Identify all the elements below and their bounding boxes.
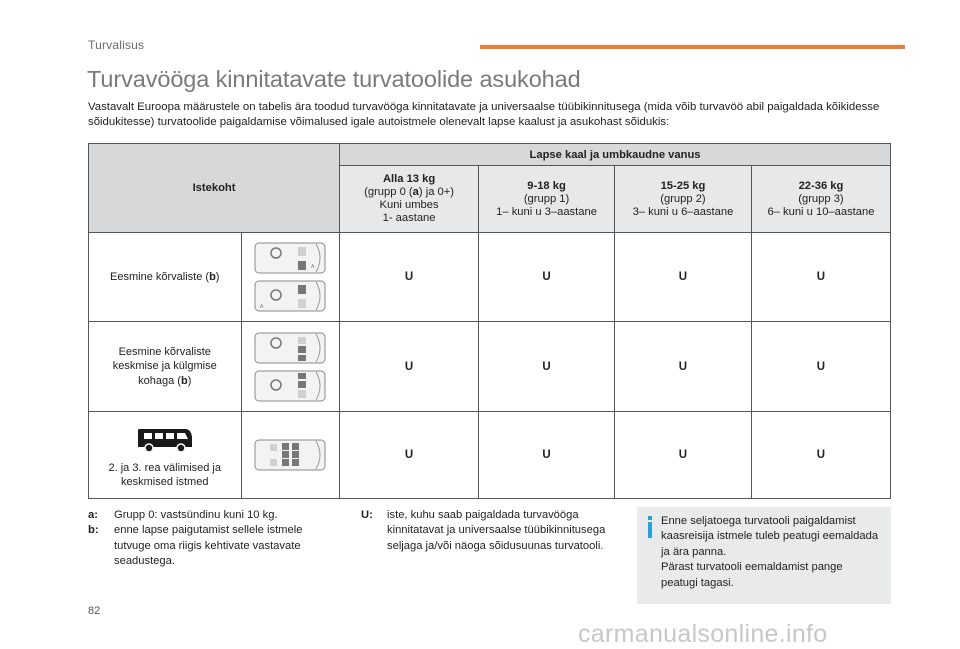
page-number: 82	[88, 605, 101, 617]
group-label: (grupp 2)	[660, 192, 706, 205]
table-cell: U	[479, 233, 615, 322]
column-header-group3	[751, 166, 890, 233]
group-column-header: Lapse kaal ja umbkaudne vanus	[340, 144, 891, 166]
column-header-group2	[614, 166, 751, 233]
info-icon	[646, 516, 654, 540]
footnotes-left	[88, 508, 328, 570]
seat-diagram-cell	[241, 322, 340, 412]
section-label: Turvalisus	[88, 38, 145, 52]
seat-label: Eesmine kõrvaliste keskmise ja külgmise kohaga (b)	[89, 322, 242, 412]
age-label: Kuni umbes	[379, 199, 439, 211]
svg-text:A: A	[260, 304, 264, 310]
page-title: Turvavööga kinnitatavate turvatoolide asukohad	[87, 66, 581, 92]
column-header-group0	[340, 166, 479, 233]
svg-text:A: A	[311, 264, 315, 270]
table-row	[89, 412, 891, 499]
footnotes-middle	[361, 508, 611, 554]
group-label: (grupp 1)	[523, 192, 570, 205]
seat-column-header: Istekoht	[89, 144, 340, 233]
info-text: Pärast turvatooli eemaldamist pange peatugi tagasi.	[661, 561, 843, 589]
table-cell: U	[479, 412, 615, 499]
info-text: Enne seljatoega turvatooli paigaldamist kaasreisija istmele tuleb peatugi eemaldada ja ära panna.	[661, 515, 879, 558]
table-row	[89, 233, 891, 322]
age-label: 3– kuni u 6–aastane	[632, 205, 734, 218]
table-row	[89, 322, 891, 412]
footnote-b: b: enne lapse paigutamist sellele istmele tutvuge oma riigis kehtivate vastavate seadustega.	[88, 524, 303, 568]
table-cell: U	[479, 322, 615, 412]
van-seat-diagram-icon	[254, 331, 326, 365]
table-cell: U	[751, 412, 890, 499]
van-seat-diagram-icon	[254, 369, 326, 403]
watermark: carmanualsonline.info	[578, 620, 828, 648]
age-label: 1- aastane	[382, 212, 436, 224]
group-label: (grupp 3)	[798, 192, 844, 205]
seat-label: 2. ja 3. rea välimised ja keskmised istmed	[89, 412, 242, 499]
column-header-group1	[479, 166, 615, 233]
table-cell: U	[614, 322, 751, 412]
footnote-a: a: Grupp 0: vastsündinu kuni 10 kg.	[88, 509, 278, 521]
seat-diagram-cell	[241, 412, 340, 499]
minibus-icon	[135, 423, 195, 455]
van-seat-diagram-icon	[254, 438, 326, 472]
weight-label: Alla 13 kg	[382, 173, 436, 185]
table-cell: U	[340, 322, 479, 412]
age-label: 6– kuni u 10–aastane	[767, 205, 875, 218]
age-label: 1– kuni u 3–aastane	[496, 205, 597, 218]
van-seat-diagram-icon	[254, 279, 326, 313]
info-box	[637, 507, 891, 604]
table-cell: U	[340, 412, 479, 499]
section-accent-bar	[480, 45, 905, 49]
intro-paragraph: Vastavalt Euroopa määrustele on tabelis ära toodud turvavööga kinnitatavate ja universaalse tüübikinnitusega (mida võib turvavöö abil paigaldada kõikidesse sõidukitesse) turvatoolide paigaldamise võimalused igale autoistmele olenevalt lapse kaalust ja asukohast sõidukis:	[88, 101, 880, 129]
table-cell: U	[751, 233, 890, 322]
table-cell: U	[751, 322, 890, 412]
seat-diagram-cell	[241, 233, 340, 322]
table-cell: U	[340, 233, 479, 322]
weight-label: 22-36 kg	[798, 179, 844, 192]
child-seat-table	[88, 143, 891, 499]
footnote-u: U: iste, kuhu saab paigaldada turvavööga kinnitatavat ja universaalse tüübikinnitusega seljaga ja/või näoga sõidusuunas turvatooli.	[361, 509, 606, 552]
weight-label: 9-18 kg	[527, 179, 566, 192]
table-cell: U	[614, 233, 751, 322]
van-seat-diagram-icon	[254, 241, 326, 275]
seat-label: Eesmine kõrvaliste (b)	[89, 233, 242, 322]
weight-label: 15-25 kg	[660, 179, 706, 192]
table-cell: U	[614, 412, 751, 499]
group-label: (grupp 0 (a) ja 0+)	[364, 186, 455, 198]
